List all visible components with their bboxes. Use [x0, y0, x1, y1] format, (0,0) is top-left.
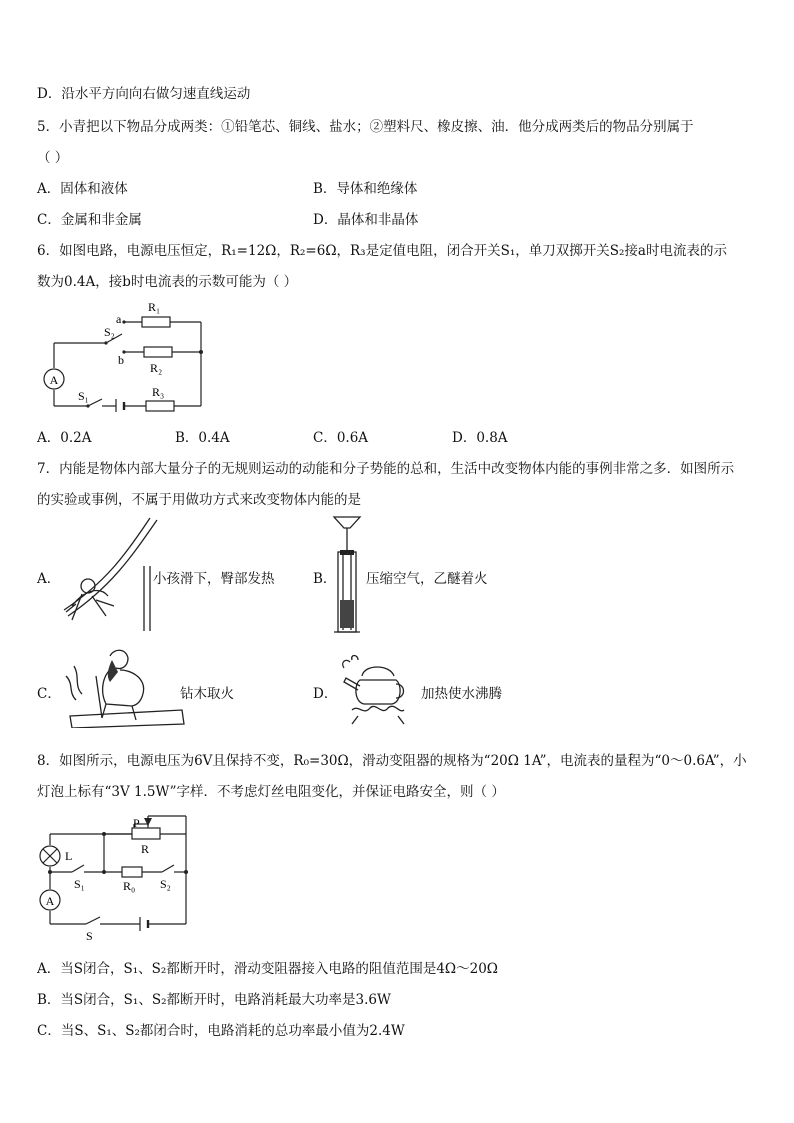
q7-option-a-letter: A．	[37, 571, 61, 587]
q8-option-b: B．当S闭合，S₁、S₂都断开时，电路消耗最大功率是3.6W	[37, 992, 391, 1008]
q7-fire-piston-illustration	[330, 514, 364, 636]
q6-ammeter-label: A	[49, 373, 59, 387]
q5-option-a: A．固体和液体	[37, 181, 128, 197]
q4-option-d: D．沿水平方向向右做匀速直线运动	[37, 86, 251, 102]
q8-option-a: A．当S闭合，S₁、S₂都断开时，滑动变阻器接入电路的阻值范围是4Ω～20Ω	[37, 961, 498, 977]
q7-option-c-letter: C．	[37, 686, 61, 702]
q5-option-d: D．晶体和非晶体	[313, 212, 419, 228]
q6-label-r1: R₁	[148, 300, 161, 314]
q8-label-r: R	[141, 842, 150, 856]
q8-ammeter-label: A	[45, 894, 55, 908]
q8-option-c: C．当S、S₁、S₂都闭合时，电路消耗的总功率最小值为2.4W	[37, 1023, 405, 1039]
q8-circuit-diagram	[34, 812, 194, 944]
q7-stem-line1: 7．内能是物体内部大量分子的无规则运动的动能和分子势能的总和，生活中改变物体内能的事例非常之多．如图所示	[37, 461, 735, 477]
q6-junction-dot	[199, 350, 203, 354]
q5-stem-line1: 5．小青把以下物品分成两类：①铅笔芯、铜线、盐水；②塑料尺、橡皮擦、油．他分成两类后的物品分别属于	[37, 119, 694, 135]
q7-option-d-letter: D．	[313, 686, 338, 702]
q6-resistor-r3	[146, 401, 174, 411]
q7-kettle-illustration	[338, 654, 416, 726]
q6-circuit-diagram	[36, 296, 216, 412]
q5-option-c: C．金属和非金属	[37, 212, 142, 228]
q5-option-b: B．导体和绝缘体	[313, 181, 418, 197]
q8-slider-arrow	[144, 818, 152, 826]
q6-label-s2: S₂	[104, 325, 115, 339]
q6-label-r2: R₂	[150, 361, 163, 375]
q6-stem-line1: 6．如图电路，电源电压恒定，R₁=12Ω，R₂=6Ω，R₃是定值电阻，闭合开关S₁，单刀双掷开关S₂接a时电流表的示	[37, 243, 727, 259]
q7-slide-illustration	[62, 516, 162, 634]
q6-label-s1: S₁	[78, 389, 89, 403]
q7-option-b-letter: B．	[313, 571, 337, 587]
q5-stem-line2: （ ）	[37, 150, 69, 166]
q8-label-r0: R₀	[123, 879, 136, 893]
q6-label-b: b	[118, 353, 124, 367]
q8-label-p: P	[133, 816, 140, 830]
q7-cotton-inside	[340, 600, 354, 628]
q8-label-s: S	[86, 929, 93, 943]
q6-option-b: B．0.4A	[175, 430, 230, 446]
q6-option-c: C．0.6A	[313, 430, 369, 446]
q7-drill-wood-illustration	[62, 646, 190, 728]
q8-label-s2: S₂	[160, 877, 171, 891]
q7-stem-line2: 的实验或事例，不属于用做功方式来改变物体内能的是	[37, 492, 361, 508]
q6-label-a: a	[116, 312, 122, 326]
q7-option-b-text: 压缩空气，乙醚着火	[366, 571, 488, 587]
q6-option-a: A．0.2A	[37, 430, 92, 446]
q8-label-s1: S₁	[74, 877, 85, 891]
q8-resistor-r0	[122, 867, 142, 877]
q6-option-d: D．0.8A	[452, 430, 508, 446]
q7-option-d-text: 加热使水沸腾	[421, 686, 502, 702]
q6-stem-line2: 数为0.4A，接b时电流表的示数可能为（ ）	[37, 274, 298, 290]
q6-label-r3: R₃	[152, 385, 165, 399]
q8-label-l: L	[65, 849, 73, 863]
q6-resistor-r1	[142, 317, 170, 327]
q7-option-c-text: 钻木取火	[180, 686, 234, 702]
q8-stem-line1: 8．如图所示，电源电压为6V且保持不变，R₀=30Ω，滑动变阻器的规格为“20Ω 1A”，电流表的量程为“0～0.6A”，小	[37, 753, 747, 769]
q7-option-a-text: 小孩滑下，臀部发热	[153, 571, 275, 587]
q6-resistor-r2	[144, 347, 172, 357]
q8-stem-line2: 灯泡上标有“3V 1.5W”字样．不考虑灯丝电阻变化，并保证电路安全，则（ ）	[37, 784, 505, 800]
